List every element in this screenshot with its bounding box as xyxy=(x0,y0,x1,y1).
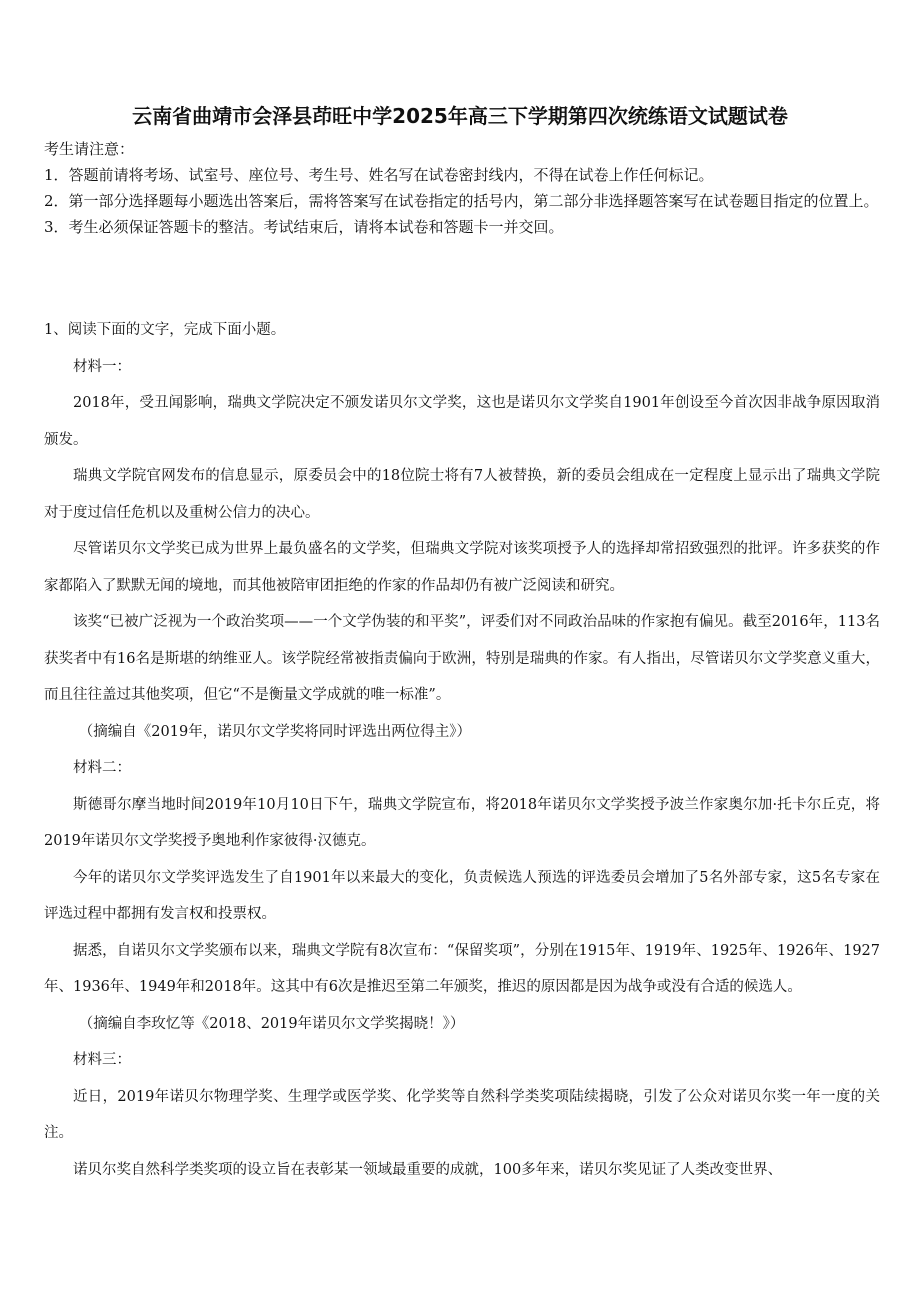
source-citation: （摘编自李玫忆等《2018、2019年诺贝尔文学奖揭晓！》） xyxy=(78,1015,465,1032)
notice-heading: 考生请注意： xyxy=(44,140,135,158)
paragraph: 斯德哥尔摩当地时间2019年10月10日下午，瑞典文学院宣布，将2018年诺贝尔文学奖授予波兰作家奥尔加·托卡尔丘克，将2019年诺贝尔文学奖授予奥地利作家彼得·汉德克。 xyxy=(44,796,880,849)
paragraph: 今年的诺贝尔文学奖评选发生了自1901年以来最大的变化，负责候选人预选的评选委员会增加了5名外部专家，这5名专家在评选过程中都拥有发言权和投票权。 xyxy=(44,869,880,922)
paragraph: 该奖“已被广泛视为一个政治奖项——一个文学伪装的和平奖”，评委们对不同政治品味的作家抱有偏见。截至2016年，113名获奖者中有16名是斯堪的纳维亚人。该学院经常被指责偏向于欧洲，特别是瑞典的作家。有人指出，尽管诺贝尔文学奖意义重大，而且往往盖过其他奖项，但它“不是衡量文学成就的唯一标准”。 xyxy=(44,614,880,703)
material-1-label: 材料一： xyxy=(73,358,131,375)
notice-item: 2．第一部分选择题每小题选出答案后，需将答案写在试卷指定的括号内，第二部分非选择题答案写在试卷题目指定的位置上。 xyxy=(44,192,879,210)
source-citation: （摘编自《2019年，诺贝尔文学奖将同时评选出两位得主》） xyxy=(78,723,471,740)
paragraph: 诺贝尔奖自然科学类奖项的设立旨在表彰某一领域最重要的成就，100多年来，诺贝尔奖见证了人类改变世界、 xyxy=(73,1161,783,1178)
page-title: 云南省曲靖市会泽县茚旺中学2025年高三下学期第四次统练语文试题试卷 xyxy=(132,104,788,128)
paragraph: 尽管诺贝尔文学奖已成为世界上最负盛名的文学奖，但瑞典文学院对该奖项授予人的选择却常招致强烈的批评。许多获奖的作家都陷入了默默无闻的境地，而其他被陪审团拒绝的作家的作品却仍有被广泛阅读和研究。 xyxy=(44,541,880,594)
paragraph: 2018年，受丑闻影响，瑞典文学院决定不颁发诺贝尔文学奖，这也是诺贝尔文学奖自1901年创设至今首次因非战争原因取消颁发。 xyxy=(44,395,880,448)
notice-block xyxy=(44,136,884,240)
paragraph: 据悉，自诺贝尔文学奖颁布以来，瑞典文学院有8次宣布：“保留奖项”，分别在1915年、1919年、1925年、1926年、1927年、1936年、1949年和2018年。这其中有6次是推迟至第二年颁奖，推迟的原因都是因为战争或没有合适的候选人。 xyxy=(44,942,880,995)
reading-passage xyxy=(44,312,880,1188)
notice-item: 1．答题前请将考场、试室号、座位号、考生号、姓名写在试卷密封线内，不得在试卷上作任何标记。 xyxy=(44,166,714,184)
paragraph: 近日，2019年诺贝尔物理学奖、生理学或医学奖、化学奖等自然科学类奖项陆续揭晓，引发了公众对诺贝尔奖一年一度的关注。 xyxy=(44,1088,880,1141)
question-prompt: 1、阅读下面的文字，完成下面小题。 xyxy=(44,322,286,338)
material-2-label: 材料二： xyxy=(73,760,131,776)
material-3-label: 材料三： xyxy=(73,1052,131,1068)
notice-item: 3．考生必须保证答题卡的整洁。考试结束后，请将本试卷和答题卡一并交回。 xyxy=(44,218,564,236)
paragraph: 瑞典文学院官网发布的信息显示，原委员会中的18位院士将有7人被替换，新的委员会组成在一定程度上显示出了瑞典文学院对于度过信任危机以及重树公信力的决心。 xyxy=(44,468,880,521)
